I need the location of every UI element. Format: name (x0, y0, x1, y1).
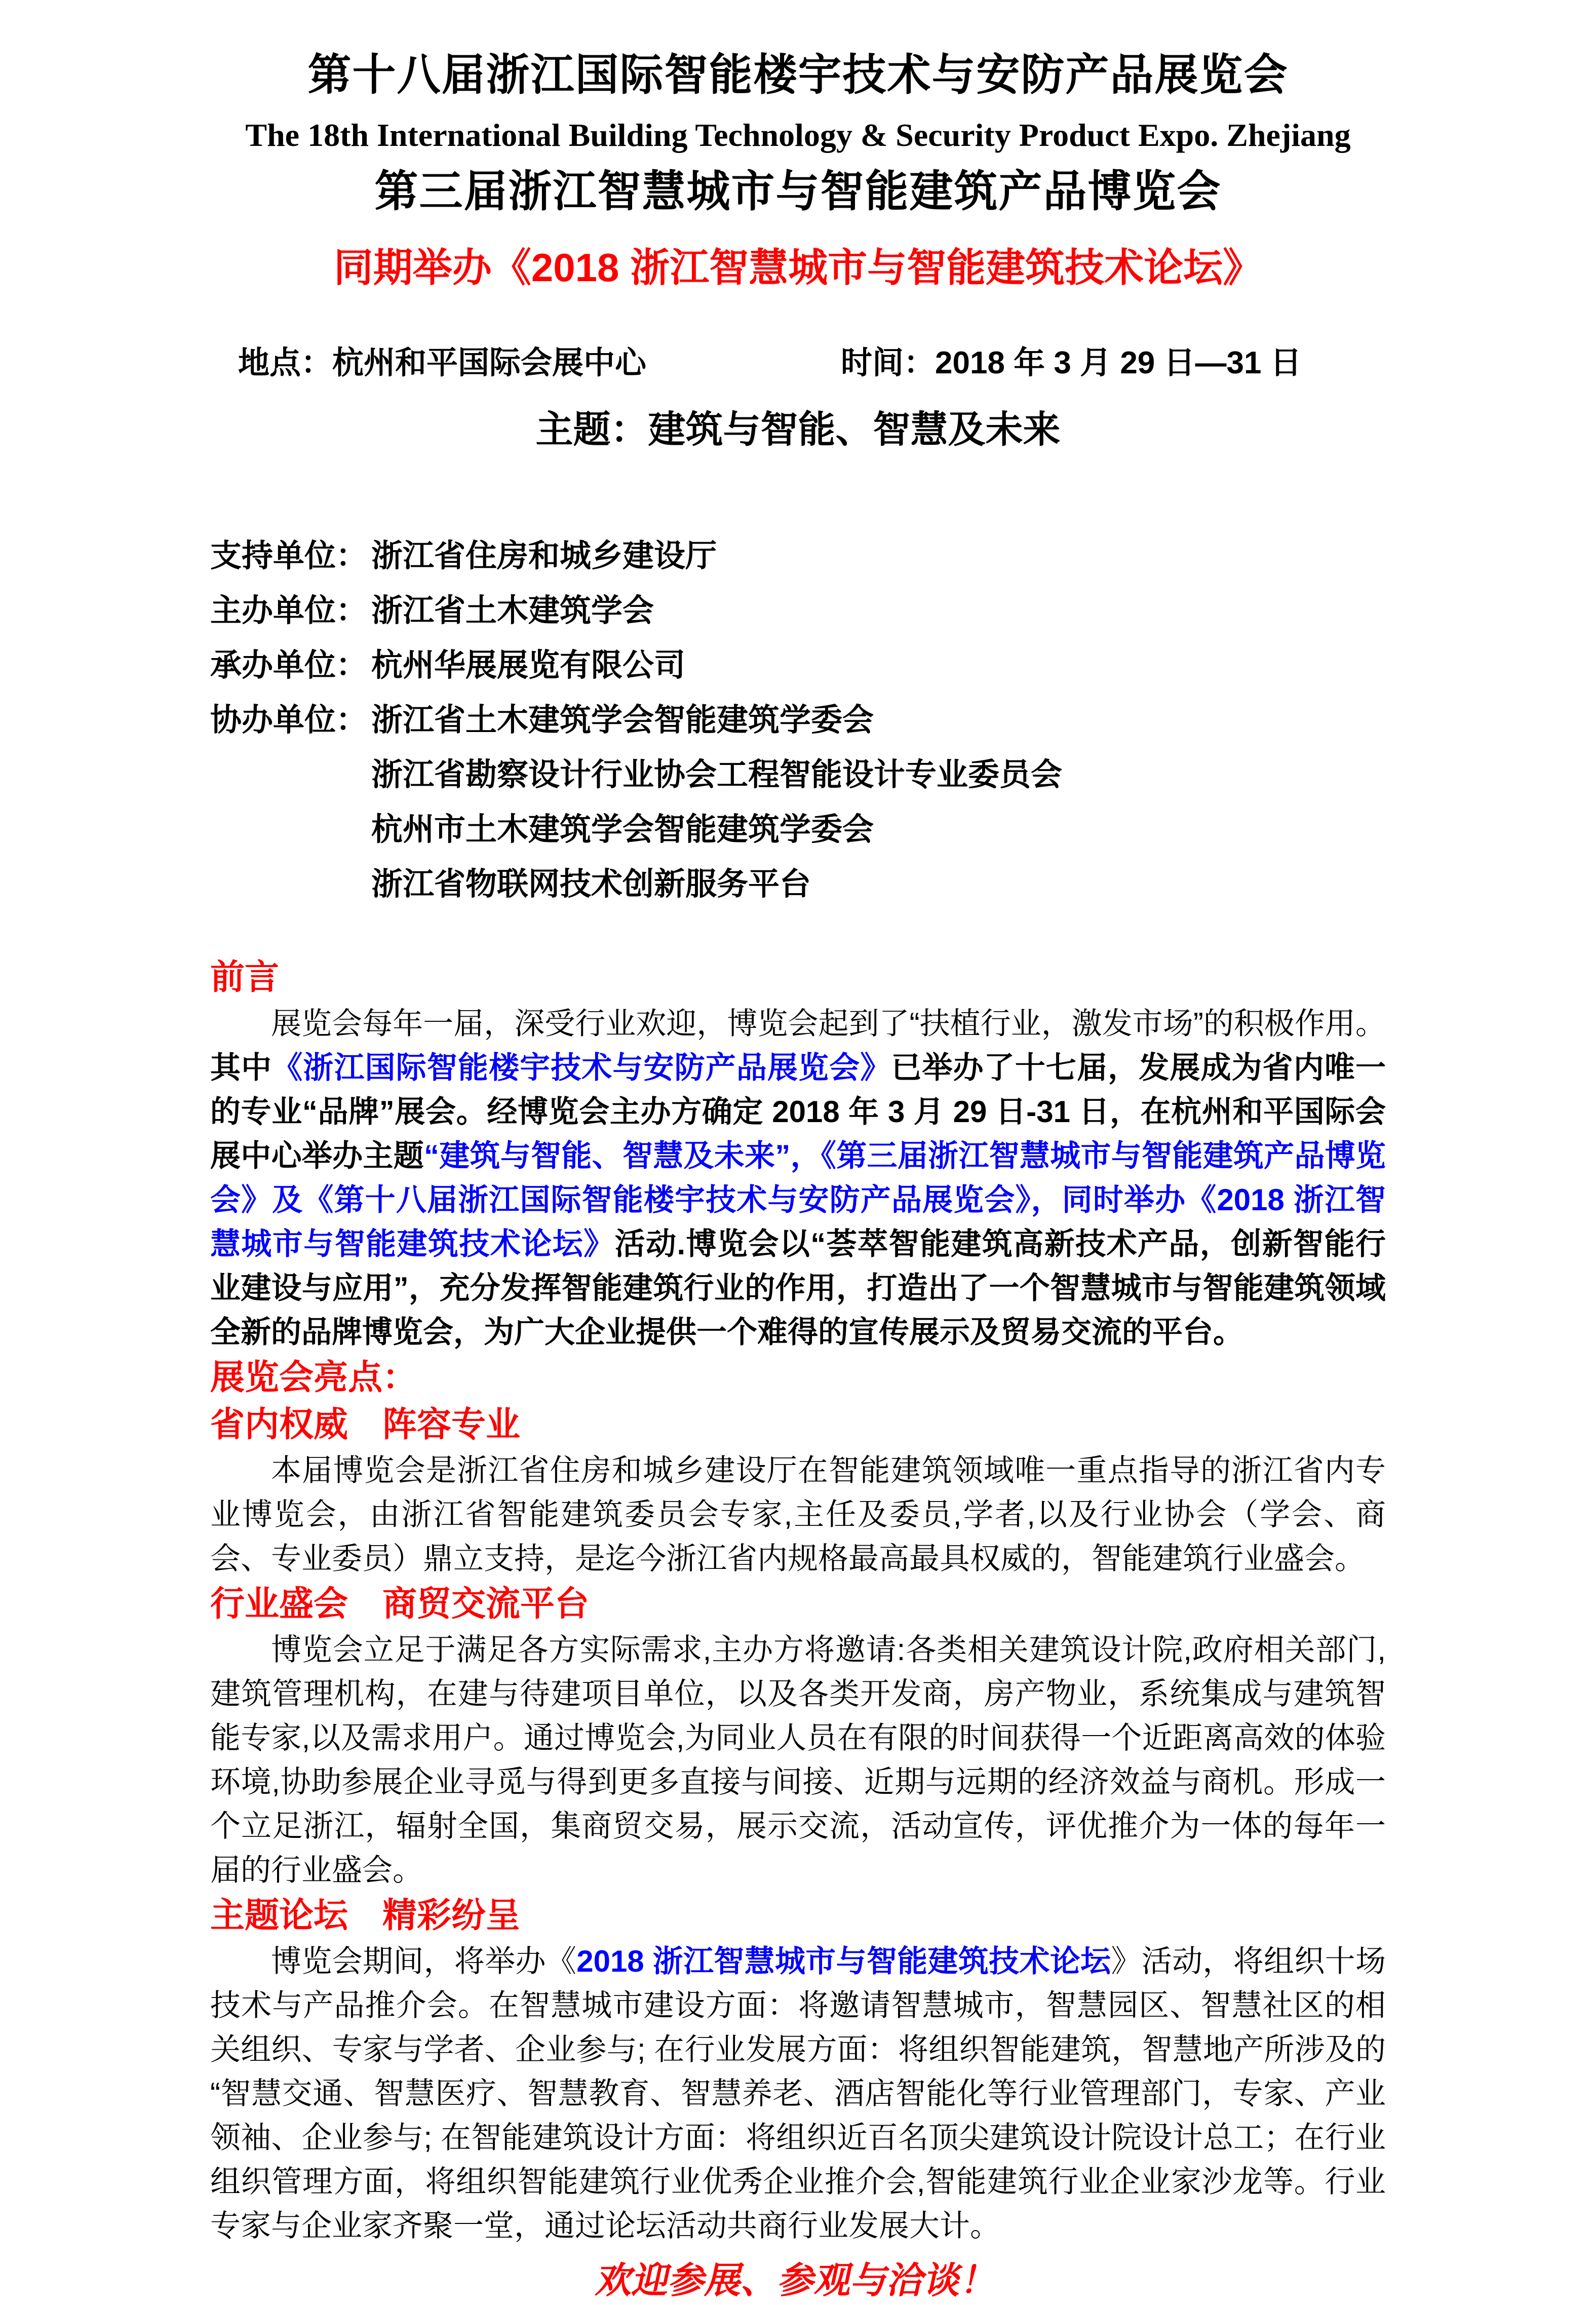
venue-time-line (210, 344, 1386, 382)
authority-paragraph: 本届博览会是浙江省住房和城乡建设厅在智能建筑领域唯一重点指导的浙江省内专业博览会，由浙江省智能建筑委员会专家,主任及委员,学者,以及行业协会（学会、商会、专业委员）鼎立支持，是迄今浙江省内规格最高最具权威的，智能建筑行业盛会。 (210, 1453, 1386, 1576)
title-cn-line1: 第十八届浙江国际智能楼宇技术与安防产品展览会 (307, 51, 1289, 99)
section-heading-theme-forum: 主题论坛 精彩纷呈 (210, 1896, 521, 1935)
venue-label: 地点： (238, 345, 333, 380)
section-heading-highlights: 展览会亮点： (210, 1358, 417, 1397)
organizer-row-coorganizer (210, 693, 1386, 748)
organizer-label: 支持单位： (210, 539, 368, 573)
organizer-value: 浙江省土木建筑学会 (371, 593, 654, 628)
text-run: 已举办了十七届，发展成为省内唯一的专业“品牌”展会。经博览会主办方确定 2018 年 3 月 29 日-31 日，在杭州和平国际会展中心举办主题 (210, 1051, 1386, 1173)
foreword-paragraph (210, 1002, 1386, 1354)
organizer-row-host (210, 584, 1386, 638)
organizer-label: 承办单位： (210, 648, 368, 683)
time-group (841, 344, 1302, 382)
text-run: 其中 (210, 1051, 273, 1085)
section-heading-authority: 省内权威 阵容专业 (210, 1405, 521, 1444)
theme-forum-paragraph (210, 1939, 1386, 2248)
time-label: 时间： (841, 345, 936, 380)
organizer-value: 浙江省勘察设计行业协会工程智能设计专业委员会 (371, 757, 1063, 792)
organizer-value: 杭州华展展览有限公司 (371, 648, 686, 683)
organizer-label: 主办单位： (210, 593, 368, 628)
text-run: 活动.博览会以“荟萃智能建筑高新技术产品，创新智能行业建设与应用”，充分发挥智能建筑行业的作用，打造出了一个智慧城市与智能建筑领域全新的品牌博览会，为广大企业提供一个难得的宣传展示及贸易交流的平台。 (210, 1227, 1386, 1349)
welcome-text: 欢迎参展、参观与洽谈！ (593, 2260, 1003, 2301)
organizer-value: 浙江省土木建筑学会智能建筑学委会 (371, 703, 874, 738)
welcome-line (210, 2257, 1386, 2305)
time-value: 2018 年 3 月 29 日—31 日 (935, 345, 1302, 380)
organizer-label: 协办单位： (210, 703, 368, 738)
venue-value: 杭州和平国际会展中心 (332, 345, 647, 380)
text-run: “建筑与智能、智慧及未来”，《第三届浙江智慧城市与智能建筑产品博览会》及《第十八届浙江国际智能楼宇技术与安防产品展览会》，同时举办《2018 浙江智慧城市与智能建筑技术论坛》 (210, 1139, 1386, 1261)
theme-line: 主题：建筑与智能、智慧及未来 (535, 408, 1061, 450)
trade-platform-paragraph: 博览会立足于满足各方实际需求,主办方将邀请:各类相关建筑设计院,政府相关部门,建筑管理机构，在建与待建项目单位，以及各类开发商，房产物业，系统集成与建筑智能专家,以及需求用户。通过博览会,为同业人员在有限的时间获得一个近距离高效的体验环境,协助参展企业寻觅与得到更多直接与间接、近期与远期的经济效益与商机。形成一个立足浙江，辐射全国，集商贸交易，展示交流，活动宣传，评优推介为一体的每年一届的行业盛会。 (210, 1633, 1386, 1887)
text-run: 博览会期间，将举办《 (271, 1944, 577, 1978)
title-cn-line2: 第三届浙江智慧城市与智能建筑产品博览会 (374, 167, 1222, 216)
organizer-row-coorganizer-3 (210, 802, 1386, 857)
organizer-row-support (210, 529, 1386, 584)
organizer-row-undertaker (210, 638, 1386, 693)
text-run: 2018 浙江智慧城市与智能建筑技术论坛 (576, 1944, 1111, 1978)
section-heading-trade-platform: 行业盛会 商贸交流平台 (210, 1585, 590, 1623)
subtitle-concurrent-forum: 同期举办《2018 浙江智慧城市与智能建筑技术论坛》 (333, 245, 1263, 290)
organizer-row-coorganizer-2 (210, 748, 1386, 802)
text-run: 《浙江国际智能楼宇技术与安防产品展览会》 (272, 1051, 891, 1085)
text-run: 展览会每年一届，深受行业欢迎，博览会起到了“扶植行业，激发市场”的积极作用。 (271, 1007, 1386, 1041)
organizer-value: 浙江省物联网技术创新服务平台 (371, 867, 811, 902)
section-heading-foreword: 前言 (210, 958, 280, 996)
organizer-block (210, 529, 1386, 912)
organizer-value: 杭州市土木建筑学会智能建筑学委会 (371, 812, 874, 847)
title-en: The 18th International Building Technology & Security Product Expo. Zhejiang (245, 117, 1351, 153)
organizer-value: 浙江省住房和城乡建设厅 (371, 539, 717, 573)
organizer-row-coorganizer-4 (210, 857, 1386, 912)
text-run: 》活动，将组织十场技术与产品推介会。在智慧城市建设方面：将邀请智慧城市，智慧园区、智慧社区的相关组织、专家与学者、企业参与; 在行业发展方面：将组织智能建筑，智慧地产所涉及的“智慧交通、智慧医疗、智慧教育、智慧养老、酒店智能化等行业管理部门，专家、产业领袖、企业参与; 在智能建筑设计方面：将组织近百名顶尖建筑设计院设计总工；在行业组织管理方面，将组织智能建筑行业优秀企业推介会,智能建筑行业企业家沙龙等。行业专家与企业家齐聚一堂，通过论坛活动共商行业发展大计。 (210, 1944, 1386, 2243)
